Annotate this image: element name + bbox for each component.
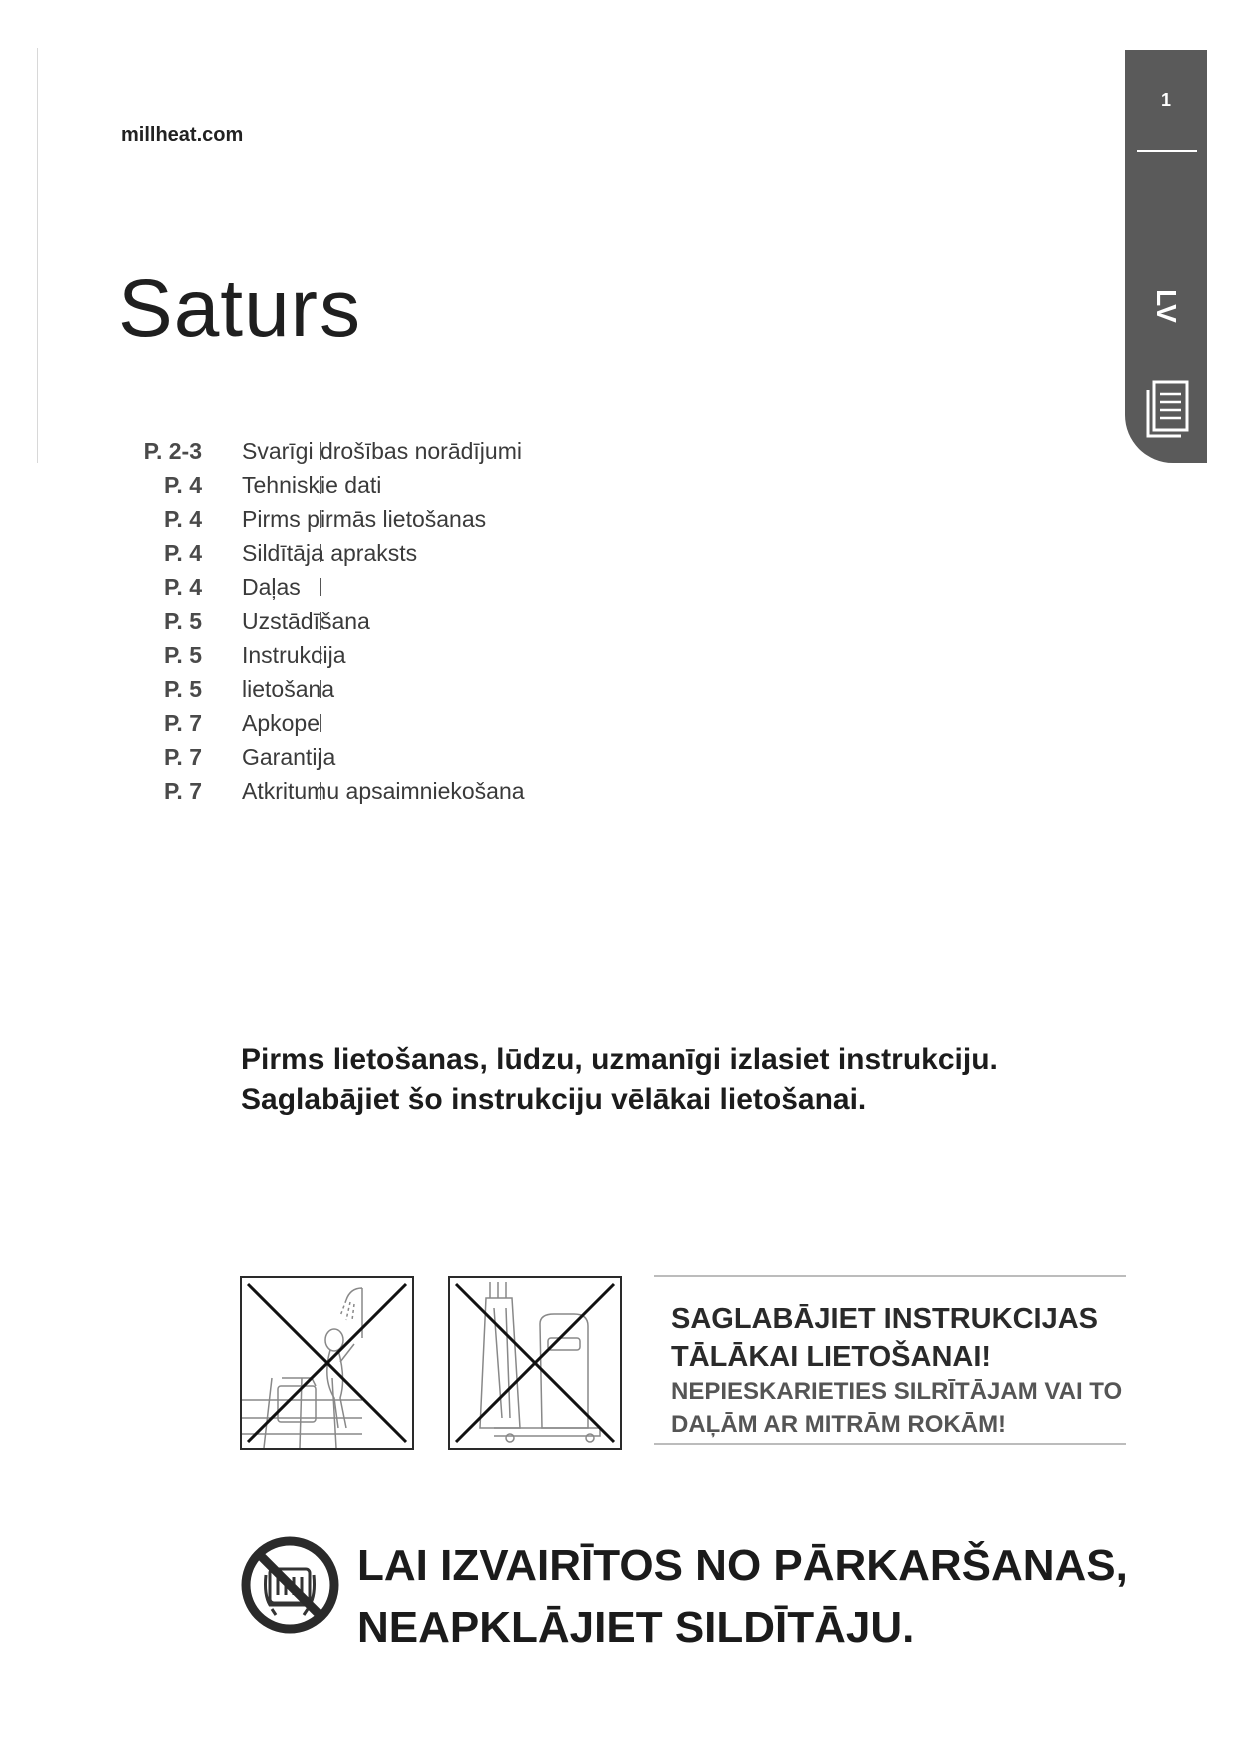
warning-top-rule [654,1275,1126,1277]
toc-page: P. 5 [164,608,202,634]
toc-label: Atkritumu apsaimniekošana [242,778,525,804]
tab-language: LV [1151,289,1182,323]
toc-separator [320,714,321,732]
toc-label: Instrukcija [242,642,346,668]
toc-page: P. 4 [164,574,202,600]
document-icon [1145,380,1191,438]
overheating-line-1: LAI IZVAIRĪTOS NO PĀRKARŠANAS, [357,1541,1128,1590]
read-instructions-notice [241,1040,998,1120]
toc-page: P. 7 [164,744,202,770]
toc-label: Apkope [242,710,321,736]
toc-separator [320,578,321,596]
toc-label: Pirms pirmās lietošanas [242,506,487,532]
toc-page: P. 7 [164,778,202,804]
toc-page: P. 4 [164,506,202,532]
overheating-line-2: NEAPKLĀJIET SILDĪTĀJU. [357,1603,915,1652]
site-url[interactable]: millheat.com [121,124,244,146]
toc-label: Garantija [242,744,336,770]
overheating-warning [357,1535,1128,1659]
toc-label: Uzstādīšana [242,608,370,634]
tab-divider [1137,150,1197,152]
no-shower-icon [240,1276,414,1450]
toc-label: lietošana [242,676,335,702]
keep-instructions-heading [671,1300,1098,1376]
notice-line-1: Pirms lietošanas, lūdzu, uzmanīgi izlasiet instrukciju. [241,1043,998,1076]
toc-label: Daļas [242,574,301,600]
toc-page: P. 4 [164,472,202,498]
keep-instructions-line-2: TĀLĀKAI LIETOŠANAI! [671,1341,992,1373]
toc-page: P. 7 [164,710,202,736]
warning-bottom-rule [654,1443,1126,1445]
toc-label: Svarīgi drošības norādījumi [242,438,522,464]
toc-label: Tehniskie dati [242,472,382,498]
wet-hands-line-1: NEPIESKARIETIES SILRĪTĀJAM VAI TO [671,1378,1123,1405]
toc-page: P. 5 [164,642,202,668]
wet-hands-line-2: DAĻĀM AR MITRĀM ROKĀM! [671,1411,1007,1438]
no-cover-icon [240,1535,340,1635]
toc-page: P. 4 [164,540,202,566]
side-tab [1125,50,1207,463]
left-margin-rule [37,48,38,463]
keep-instructions-line-1: SAGLABĀJIET INSTRUKCIJAS [671,1303,1098,1335]
notice-line-2: Saglabājiet šo instrukciju vēlākai lietošanai. [241,1083,867,1116]
toc-label: Sildītāja apraksts [242,540,418,566]
toc-page: P. 2-3 [143,438,202,464]
toc-page: P. 5 [164,676,202,702]
wet-hands-warning [671,1375,1122,1441]
tab-page-number: 1 [1160,90,1171,110]
page-title: Saturs [118,263,361,354]
no-towel-icon [448,1276,622,1450]
